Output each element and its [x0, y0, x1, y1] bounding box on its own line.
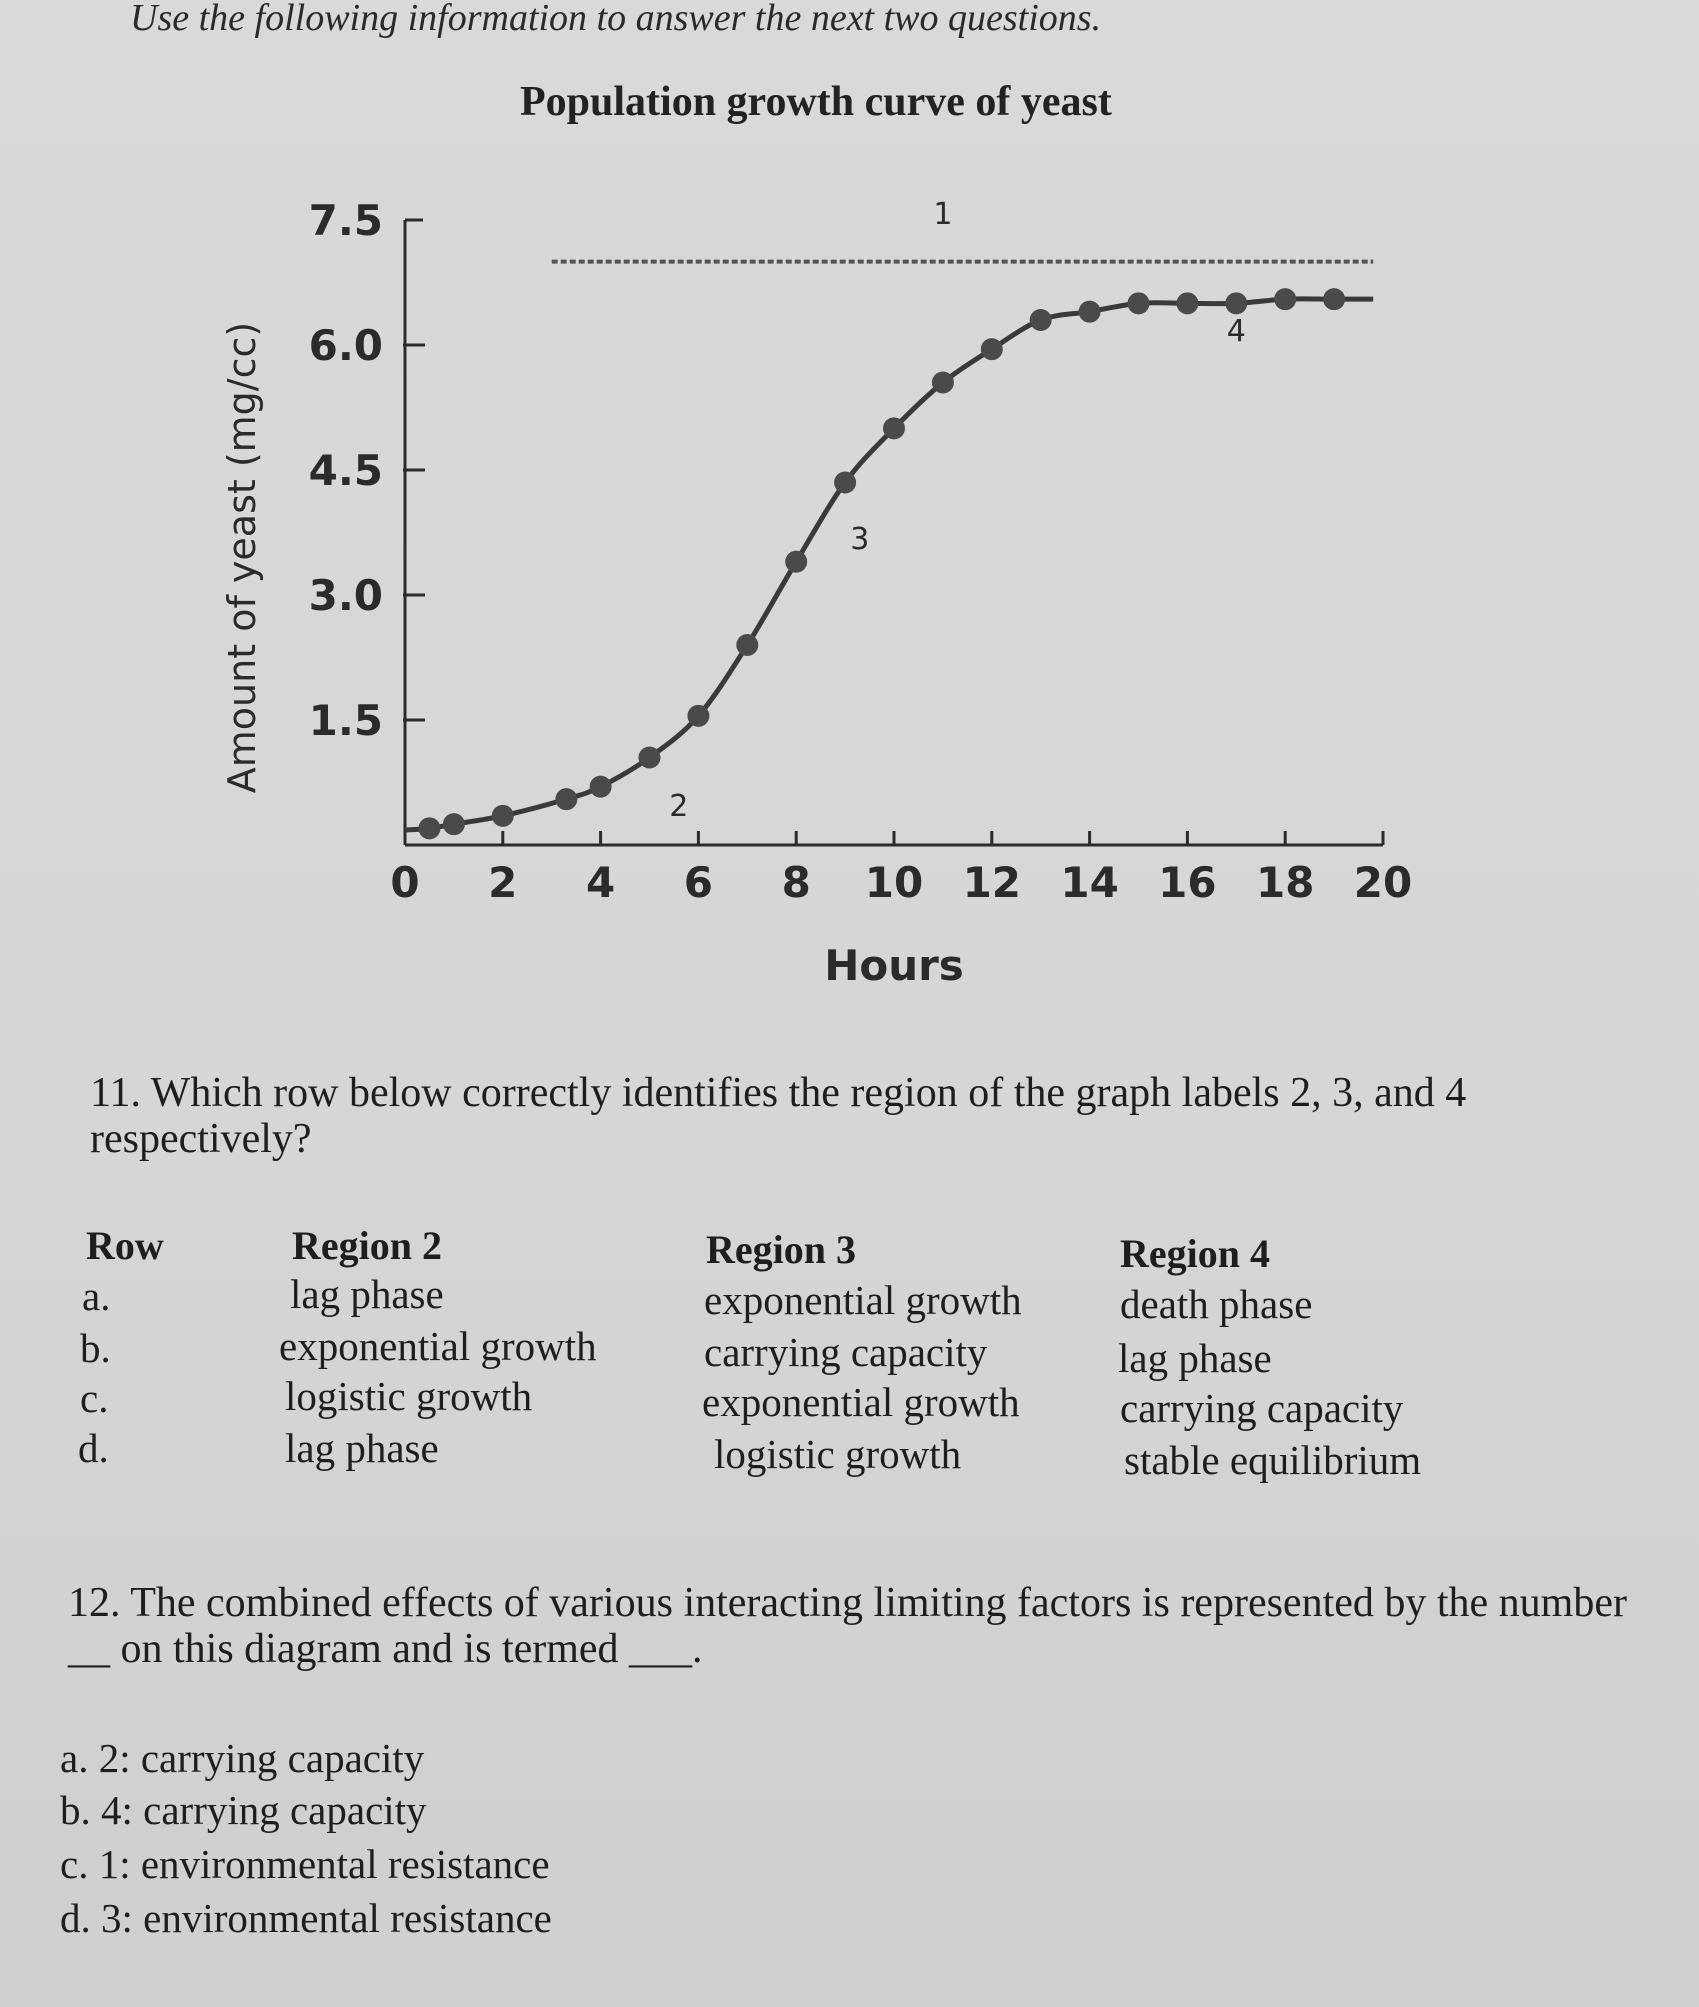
header-region-2: Region 2 — [292, 1223, 442, 1268]
y-tick-label: 4.5 — [308, 446, 383, 495]
question-11: 11. Which row below correctly identifies the region of the graph labels 2, 3, and 4 respectively? — [90, 1070, 1467, 1162]
row-d-label: d. — [78, 1425, 109, 1471]
data-point — [883, 417, 905, 439]
row-b-region-3: carrying capacity — [704, 1329, 988, 1375]
y-tick-label: 6.0 — [308, 321, 383, 370]
data-point — [555, 788, 577, 810]
yeast-growth-chart — [200, 180, 1460, 1000]
data-point — [1128, 292, 1150, 314]
data-point — [590, 776, 612, 798]
header-row: Row — [86, 1223, 164, 1268]
growth-curve — [405, 299, 1373, 830]
data-point — [785, 551, 807, 573]
header-region-3: Region 3 — [706, 1227, 856, 1272]
x-tick-label: 4 — [585, 858, 616, 907]
row-a-region-4: death phase — [1120, 1281, 1313, 1327]
y-tick-label: 1.5 — [308, 696, 383, 745]
row-d-region-3: logistic growth — [714, 1431, 962, 1477]
row-c-label: c. — [80, 1375, 109, 1421]
y-tick-label: 7.5 — [308, 196, 383, 245]
y-tick-label: 3.0 — [308, 571, 383, 620]
q12-option-c: c. 1: environmental resistance — [60, 1841, 550, 1887]
x-axis-title: Hours — [824, 941, 964, 990]
y-axis-title: Amount of yeast (mg/cc) — [220, 321, 264, 794]
data-point — [1079, 301, 1101, 323]
row-b-region-2: exponential growth — [279, 1323, 597, 1369]
data-point — [736, 634, 758, 656]
data-point — [1323, 288, 1345, 310]
row-c-region-2: logistic growth — [285, 1373, 533, 1419]
row-a-label: a. — [82, 1273, 111, 1319]
data-point — [1274, 288, 1296, 310]
x-tick-label: 6 — [683, 858, 714, 907]
data-point — [932, 372, 954, 394]
region-label-1: 1 — [933, 197, 953, 233]
row-c-region-3: exponential growth — [702, 1379, 1020, 1425]
region-label-3: 3 — [850, 522, 870, 558]
row-b-label: b. — [80, 1325, 111, 1371]
data-point — [687, 705, 709, 727]
x-tick-label: 12 — [962, 858, 1022, 907]
data-point — [443, 813, 465, 835]
x-tick-label: 16 — [1158, 858, 1217, 907]
data-point — [1030, 309, 1052, 331]
x-tick-label: 20 — [1353, 858, 1413, 907]
region-label-4: 4 — [1226, 313, 1246, 349]
x-tick-label: 0 — [390, 858, 420, 907]
row-a-region-3: exponential growth — [704, 1277, 1022, 1323]
data-point — [981, 338, 1003, 360]
row-d-region-4: stable equilibrium — [1124, 1437, 1422, 1483]
chart-title: Population growth curve of yeast — [520, 79, 1112, 125]
data-point — [418, 817, 440, 839]
data-point — [834, 472, 856, 494]
header-region-4: Region 4 — [1120, 1231, 1270, 1276]
row-c-region-4: carrying capacity — [1120, 1385, 1404, 1431]
q12-option-d: d. 3: environmental resistance — [60, 1895, 552, 1941]
data-point — [492, 805, 514, 827]
x-tick-label: 14 — [1060, 858, 1119, 907]
question-12: 12. The combined effects of various interacting limiting factors is represented by the number __ on this diagram and is termed ___. — [68, 1580, 1627, 1672]
x-tick-label: 8 — [781, 858, 811, 907]
row-d-region-2: lag phase — [285, 1425, 439, 1471]
intro-text: Use the following information to answer the next two questions. — [130, 0, 1102, 39]
data-point — [1176, 292, 1198, 314]
x-tick-label: 18 — [1255, 858, 1315, 907]
x-tick-label: 10 — [864, 858, 924, 907]
data-point — [1225, 292, 1247, 314]
q12-option-b: b. 4: carrying capacity — [60, 1787, 427, 1833]
data-point — [639, 747, 661, 769]
row-b-region-4: lag phase — [1118, 1335, 1272, 1381]
q12-option-a: a. 2: carrying capacity — [60, 1735, 425, 1781]
x-tick-label: 2 — [488, 858, 518, 907]
row-a-region-2: lag phase — [290, 1271, 444, 1317]
region-label-2: 2 — [669, 788, 689, 824]
